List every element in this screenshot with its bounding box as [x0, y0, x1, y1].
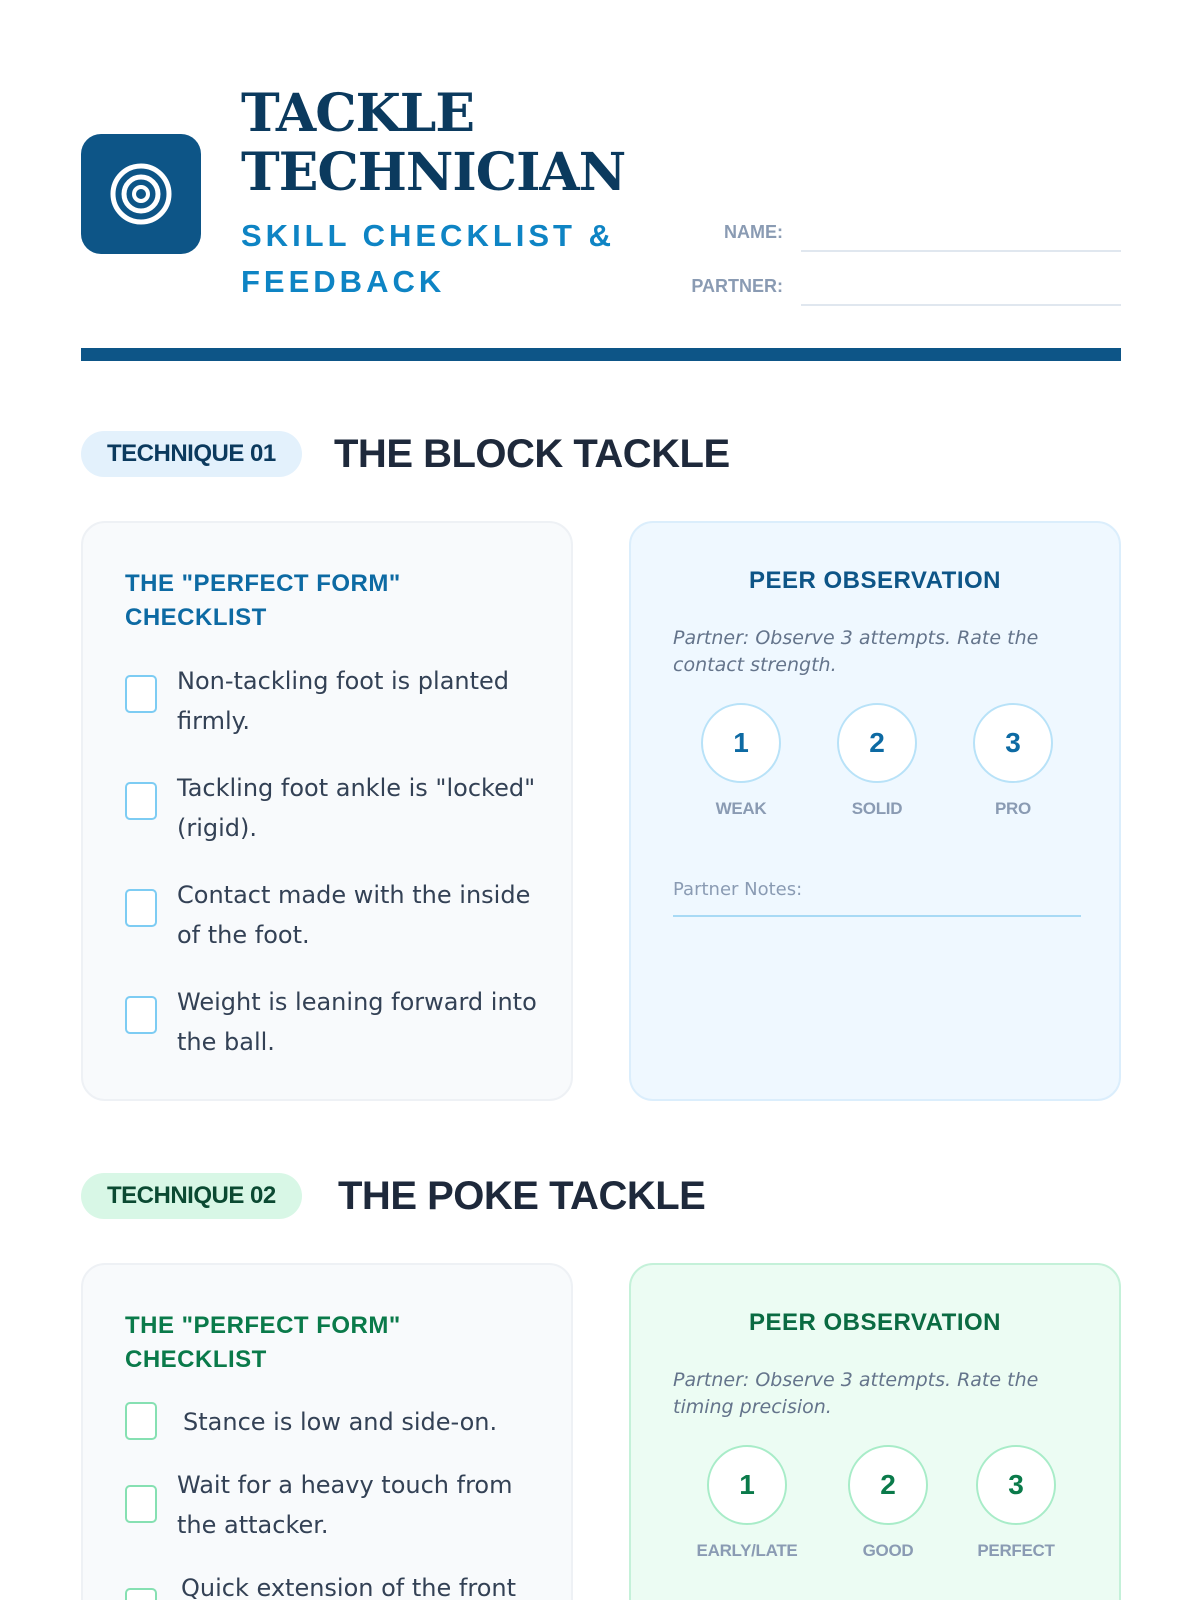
technique-title: THE BLOCK TACKLE [334, 432, 730, 476]
page-title [241, 84, 625, 202]
checklist-item-text: Stance is low and side-on. [183, 1408, 498, 1436]
peer-observation-card [629, 1263, 1121, 1600]
target-icon [109, 162, 173, 226]
checklist-card [81, 1263, 573, 1600]
checkbox[interactable] [125, 1485, 157, 1523]
title-line-1: TACKLE [241, 83, 474, 144]
name-field[interactable] [801, 250, 1121, 252]
technique-title: THE POKE TACKLE [338, 1174, 706, 1218]
rating-option-3[interactable]: 3 [976, 1445, 1056, 1525]
technique-badge: TECHNIQUE 01 [81, 431, 302, 477]
title-line-2: TECHNICIAN [241, 142, 626, 203]
partner-notes-label: Partner Notes: [673, 879, 803, 900]
checkbox[interactable] [125, 1588, 157, 1600]
peer-instruction: Partner: Observe 3 attempts. Rate the contact strength. [673, 627, 1039, 676]
technique-badge: TECHNIQUE 02 [81, 1173, 302, 1219]
checkbox[interactable] [125, 782, 157, 820]
checklist-card [81, 521, 573, 1101]
checklist-item-text: Contact made with the inside of the foot. [177, 881, 531, 949]
rating-label: SOLID [851, 799, 903, 818]
technique-section-2 [81, 1173, 1121, 1600]
checklist-item-text: Weight is leaning forward into the ball. [177, 988, 537, 1056]
technique-section-1 [81, 431, 1121, 1101]
rating-option-2[interactable]: 2 [848, 1445, 928, 1525]
partner-field[interactable] [801, 304, 1121, 306]
rating-label: PERFECT [977, 1541, 1055, 1560]
checklist-title: THE "PERFECT FORM" CHECKLIST [125, 570, 401, 631]
peer-observation-card [629, 521, 1121, 1101]
checklist-item-text: Non-tackling foot is planted firmly. [177, 667, 510, 735]
worksheet-header [81, 80, 1121, 360]
partner-label: PARTNER: [691, 276, 783, 296]
logo [81, 134, 201, 254]
checklist-title: THE "PERFECT FORM" CHECKLIST [125, 1312, 401, 1373]
checklist-item-text: Tackling foot ankle is "locked" (rigid). [177, 774, 536, 842]
checkbox[interactable] [125, 675, 157, 713]
rating-label: WEAK [715, 799, 767, 818]
checkbox[interactable] [125, 996, 157, 1034]
name-label: NAME: [724, 222, 783, 242]
page-subtitle: SKILL CHECKLIST & FEEDBACK [241, 218, 615, 299]
rating-option-3[interactable]: 3 [973, 703, 1053, 783]
checklist-item-text: Wait for a heavy touch from the attacker. [177, 1471, 513, 1539]
checklist-item-text: Quick extension of the front [181, 1574, 516, 1600]
rating-label: PRO [995, 799, 1031, 818]
rating-label: GOOD [862, 1541, 914, 1560]
peer-observation-title: PEER OBSERVATION [748, 1309, 1002, 1336]
rating-option-1[interactable]: 1 [701, 703, 781, 783]
rating-option-1[interactable]: 1 [707, 1445, 787, 1525]
partner-notes-field[interactable] [673, 915, 1081, 917]
checkbox[interactable] [125, 1402, 157, 1440]
rating-option-2[interactable]: 2 [837, 703, 917, 783]
rating-label: EARLY/LATE [696, 1541, 798, 1560]
peer-observation-title: PEER OBSERVATION [748, 567, 1002, 594]
peer-instruction: Partner: Observe 3 attempts. Rate the timing precision. [673, 1369, 1039, 1418]
checkbox[interactable] [125, 889, 157, 927]
header-divider [81, 348, 1121, 361]
